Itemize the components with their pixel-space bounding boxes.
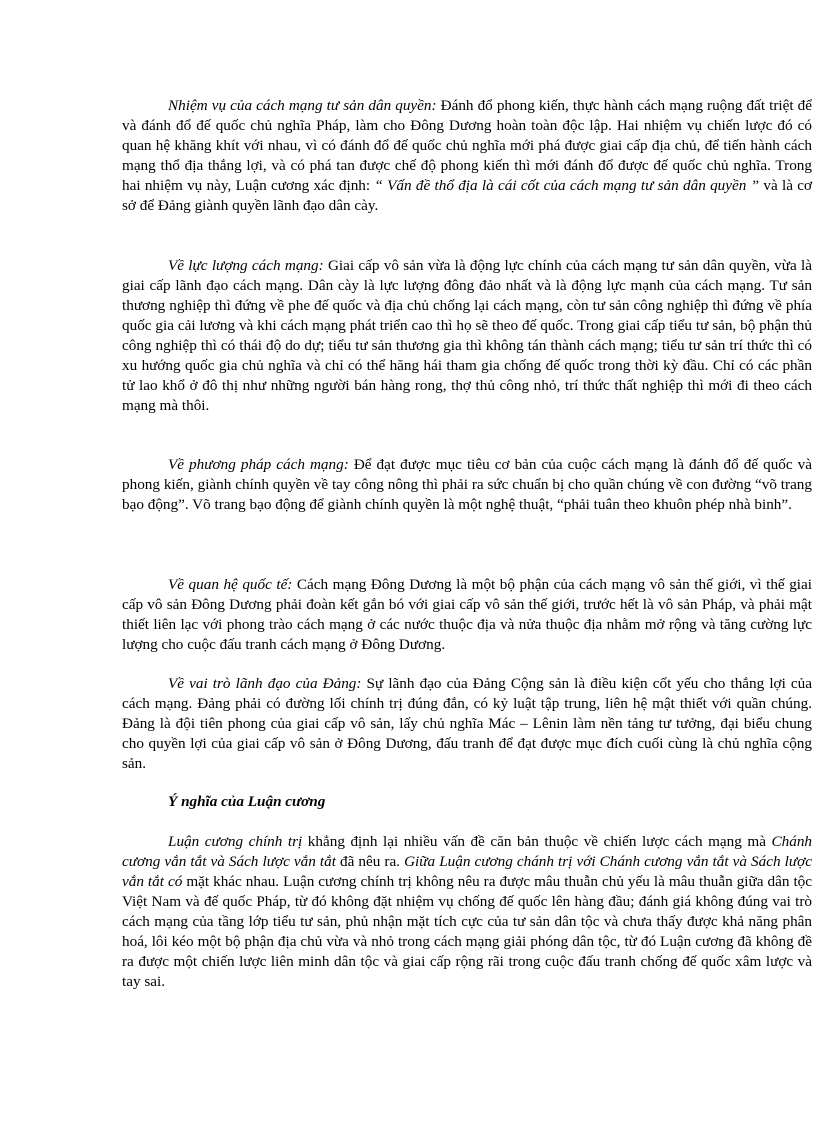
paragraph-lead: Về lực lượng cách mạng: [168, 257, 324, 274]
paragraph-body: Để đạt được mục tiêu cơ bản của cuộc cách mạng là đánh đổ đế quốc và phong kiến, giành chính quyền về tay công nông thì phải ra sức chuẩn bị cho quần chúng về con đường “võ trang bạo động”. Võ trang bạo động để giành chính quyền là một nghệ thuật, “phải tuân theo khuôn phép nhà binh”. [122, 456, 812, 513]
quote-text: “ Vấn đề thổ địa là cái cốt của cách mạng tư sản dân quyền ” [374, 177, 760, 194]
paragraph-lead: Về quan hệ quốc tế: [168, 576, 293, 593]
paragraph-revolutionary-method [122, 455, 812, 515]
paragraph-lead: Luận cương chính trị [168, 833, 303, 850]
paragraph-lead: Nhiệm vụ của cách mạng tư sản dân quyền: [168, 97, 437, 114]
italic-phrase: Chánh cương vắn tắt và Sách lược vắn tắt [122, 833, 813, 870]
paragraph-party-leadership [122, 674, 812, 774]
paragraph-lead: Về vai trò lãnh đạo của Đảng: [168, 675, 362, 692]
section-heading: Ý nghĩa của Luận cương [168, 793, 326, 810]
paragraph-lead: Về phương pháp cách mạng: [168, 456, 349, 473]
paragraph-body: Cách mạng Đông Dương là một bộ phận của cách mạng vô sản thế giới, vì thế giai cấp vô sản Đông Dương phải đoàn kết gắn bó với giai cấp vô sản thế giới, trước hết là vô sản Pháp, và phải mật thiết liên lạc với phong trào cách mạng ở các nước thuộc địa và nửa thuộc địa nhằm mở rộng và tăng cường lực lượng cho cuộc đấu tranh cách mạng ở Đông Dương. [122, 576, 812, 653]
paragraph-revolution-tasks [122, 96, 812, 216]
paragraph-body: mặt khác nhau. Luận cương chính trị không nêu ra được mâu thuẫn chủ yếu là mâu thuẫn giữa dân tộc Việt Nam và đế quốc Pháp, từ đó không đặt nhiệm vụ chống đế quốc lên hàng đầu; đánh giá không đúng vai trò cách mạng của tầng lớp tiểu tư sản, phủ nhận mặt tích cực của tư sản dân tộc và chưa thấy được khả năng phân hoá, lôi kéo một bộ phận địa chủ vừa và nhỏ trong cách mạng giải phóng dân tộc, từ đó Luận cương đã không đề ra được một chiến lược liên minh dân tộc và giai cấp rộng rãi trong cuộc đấu tranh chống đế quốc xâm lược và tay sai. [122, 873, 812, 990]
paragraph-body: đã nêu ra. [335, 853, 405, 870]
paragraph-body: Đánh đổ phong kiến, thực hành cách mạng ruộng đất triệt để và đánh đổ đế quốc chủ nghĩa Pháp, làm cho Đông Dương hoàn toàn độc lập. Hai nhiệm vụ chiến lược đó có quan hệ khăng khít với nhau, vì có đánh đổ đế quốc chủ nghĩa mới phá được giai cấp địa chủ, để tiến hành cách mạng thổ địa thắng lợi, và có phá tan được chế độ phong kiến thì mới đánh đổ được đế quốc chủ nghĩa. Trong hai nhiệm vụ này, Luận cương xác định: [122, 97, 812, 194]
paragraph-body: Giai cấp vô sản vừa là động lực chính của cách mạng tư sản dân quyền, vừa là giai cấp lãnh đạo cách mạng. Dân cày là lực lượng đông đảo nhất và là động lực mạnh của cách mạng. Tư sản thương nghiệp thì đứng về phe đế quốc và địa chủ chống lại cách mạng, còn tư sản công nghiệp thì đứng về phía quốc gia cải lương và khi cách mạng phát triển cao thì họ sẽ theo đế quốc. Trong giai cấp tiểu tư sản, bộ phận thủ công nghiệp thì có thái độ do dự; tiểu tư sản thương gia thì không tán thành cách mạng; tiểu tư sản trí thức thì có xu hướng quốc gia chủ nghĩa và chỉ có thể hăng hái tham gia chống đế quốc trong thời kỳ đầu. Chỉ có các phần tử lao khổ ở đô thị như những người bán hàng rong, thợ thủ công nhỏ, trí thức thất nghiệp thì mới đi theo cách mạng mà thôi. [122, 257, 812, 414]
paragraph-international-relations [122, 575, 812, 655]
paragraph-body: và là cơ sở để Đảng giành quyền lãnh đạo dân cày. [122, 177, 812, 214]
paragraph-body: Sự lãnh đạo của Đảng Cộng sản là điều kiện cốt yếu cho thắng lợi của cách mạng. Đảng phải có đường lối chính trị đúng đắn, có kỷ luật tập trung, liên hệ mật thiết với quần chúng. Đảng là đội tiên phong của giai cấp vô sản, lấy chủ nghĩa Mác – Lênin làm nền tảng tư tưởng, đại biểu chung cho quyền lợi của giai cấp vô sản ở Đông Dương, đấu tranh để đạt được mục đích cuối cùng là chủ nghĩa cộng sản. [122, 675, 812, 772]
paragraph-body: khẳng định lại nhiều vấn đề căn bản thuộc về chiến lược cách mạng mà [302, 833, 772, 850]
italic-phrase: Giữa Luận cương chánh trị với Chánh cương vắn tắt và Sách lược vắn tắt có [122, 853, 813, 890]
paragraph-revolutionary-forces [122, 256, 812, 416]
paragraph-significance [122, 832, 812, 992]
